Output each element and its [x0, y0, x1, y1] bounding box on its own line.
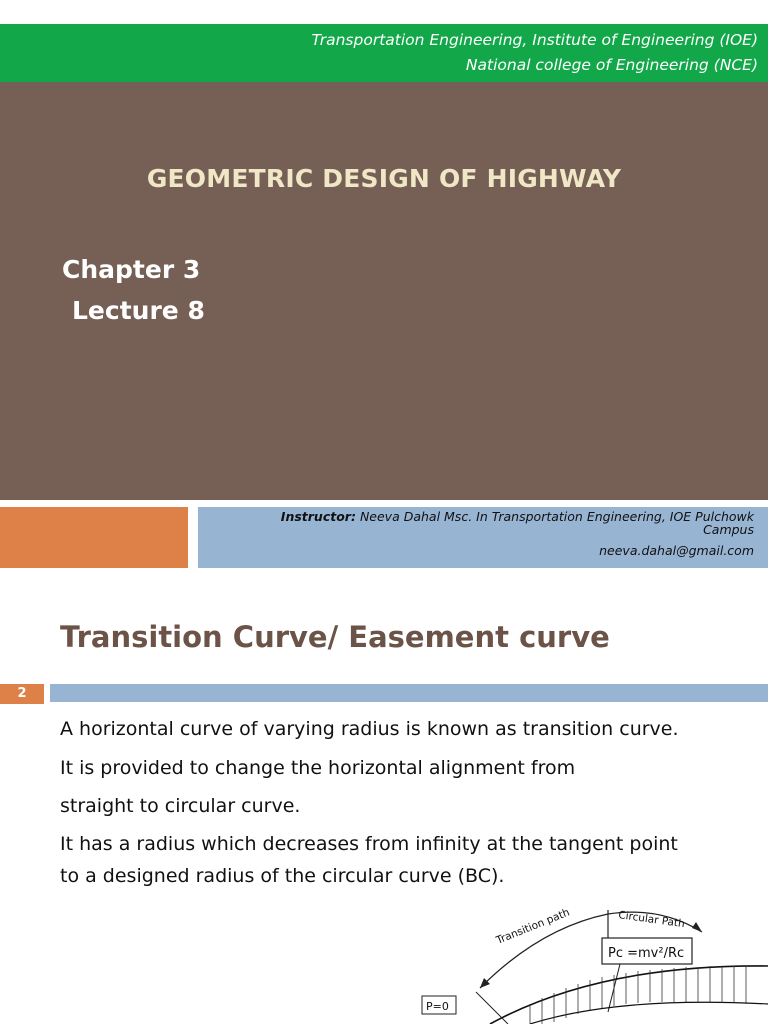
slide-title: Transition Curve/ Easement curve: [60, 620, 610, 654]
instructor-text: Neeva Dahal Msc. In Transportation Engineering, IOE Pulchowk Campus: [355, 509, 754, 537]
lecture-label: Lecture 8: [72, 296, 205, 325]
circular-path-label: Circular Path: [617, 909, 686, 931]
transition-path-label: Transition path: [494, 906, 572, 947]
title-panel: [0, 82, 768, 500]
force-formula: Pc =mv²/Rc: [608, 946, 685, 961]
body-line-1: A horizontal curve of varying radius is known as transition curve.: [60, 718, 679, 740]
slide-rule-bar: [50, 684, 768, 702]
transition-curve-figure: [380, 900, 768, 1024]
body-line-5: to a designed radius of the circular curve (BC).: [60, 865, 505, 887]
slide-number: 2: [17, 686, 27, 701]
p0-label: P=0: [426, 1000, 449, 1013]
instructor-email: neeva.dahal@gmail.com: [599, 543, 754, 558]
presentation-title: GEOMETRIC DESIGN OF HIGHWAY: [146, 164, 622, 193]
body-line-2: It is provided to change the horizontal alignment from: [60, 757, 576, 779]
footer-accent-block: [0, 507, 188, 568]
body-line-4: It has a radius which decreases from infinity at the tangent point: [60, 833, 678, 855]
header-institute-line: Transportation Engineering, Institute of Engineering (IOE): [311, 31, 758, 49]
instructor-label: Instructor:: [280, 509, 356, 524]
instructor-info: [230, 510, 754, 536]
body-line-3: straight to circular curve.: [60, 795, 301, 817]
chapter-label: Chapter 3: [62, 255, 201, 284]
header-college-line: National college of Engineering (NCE): [465, 56, 758, 74]
